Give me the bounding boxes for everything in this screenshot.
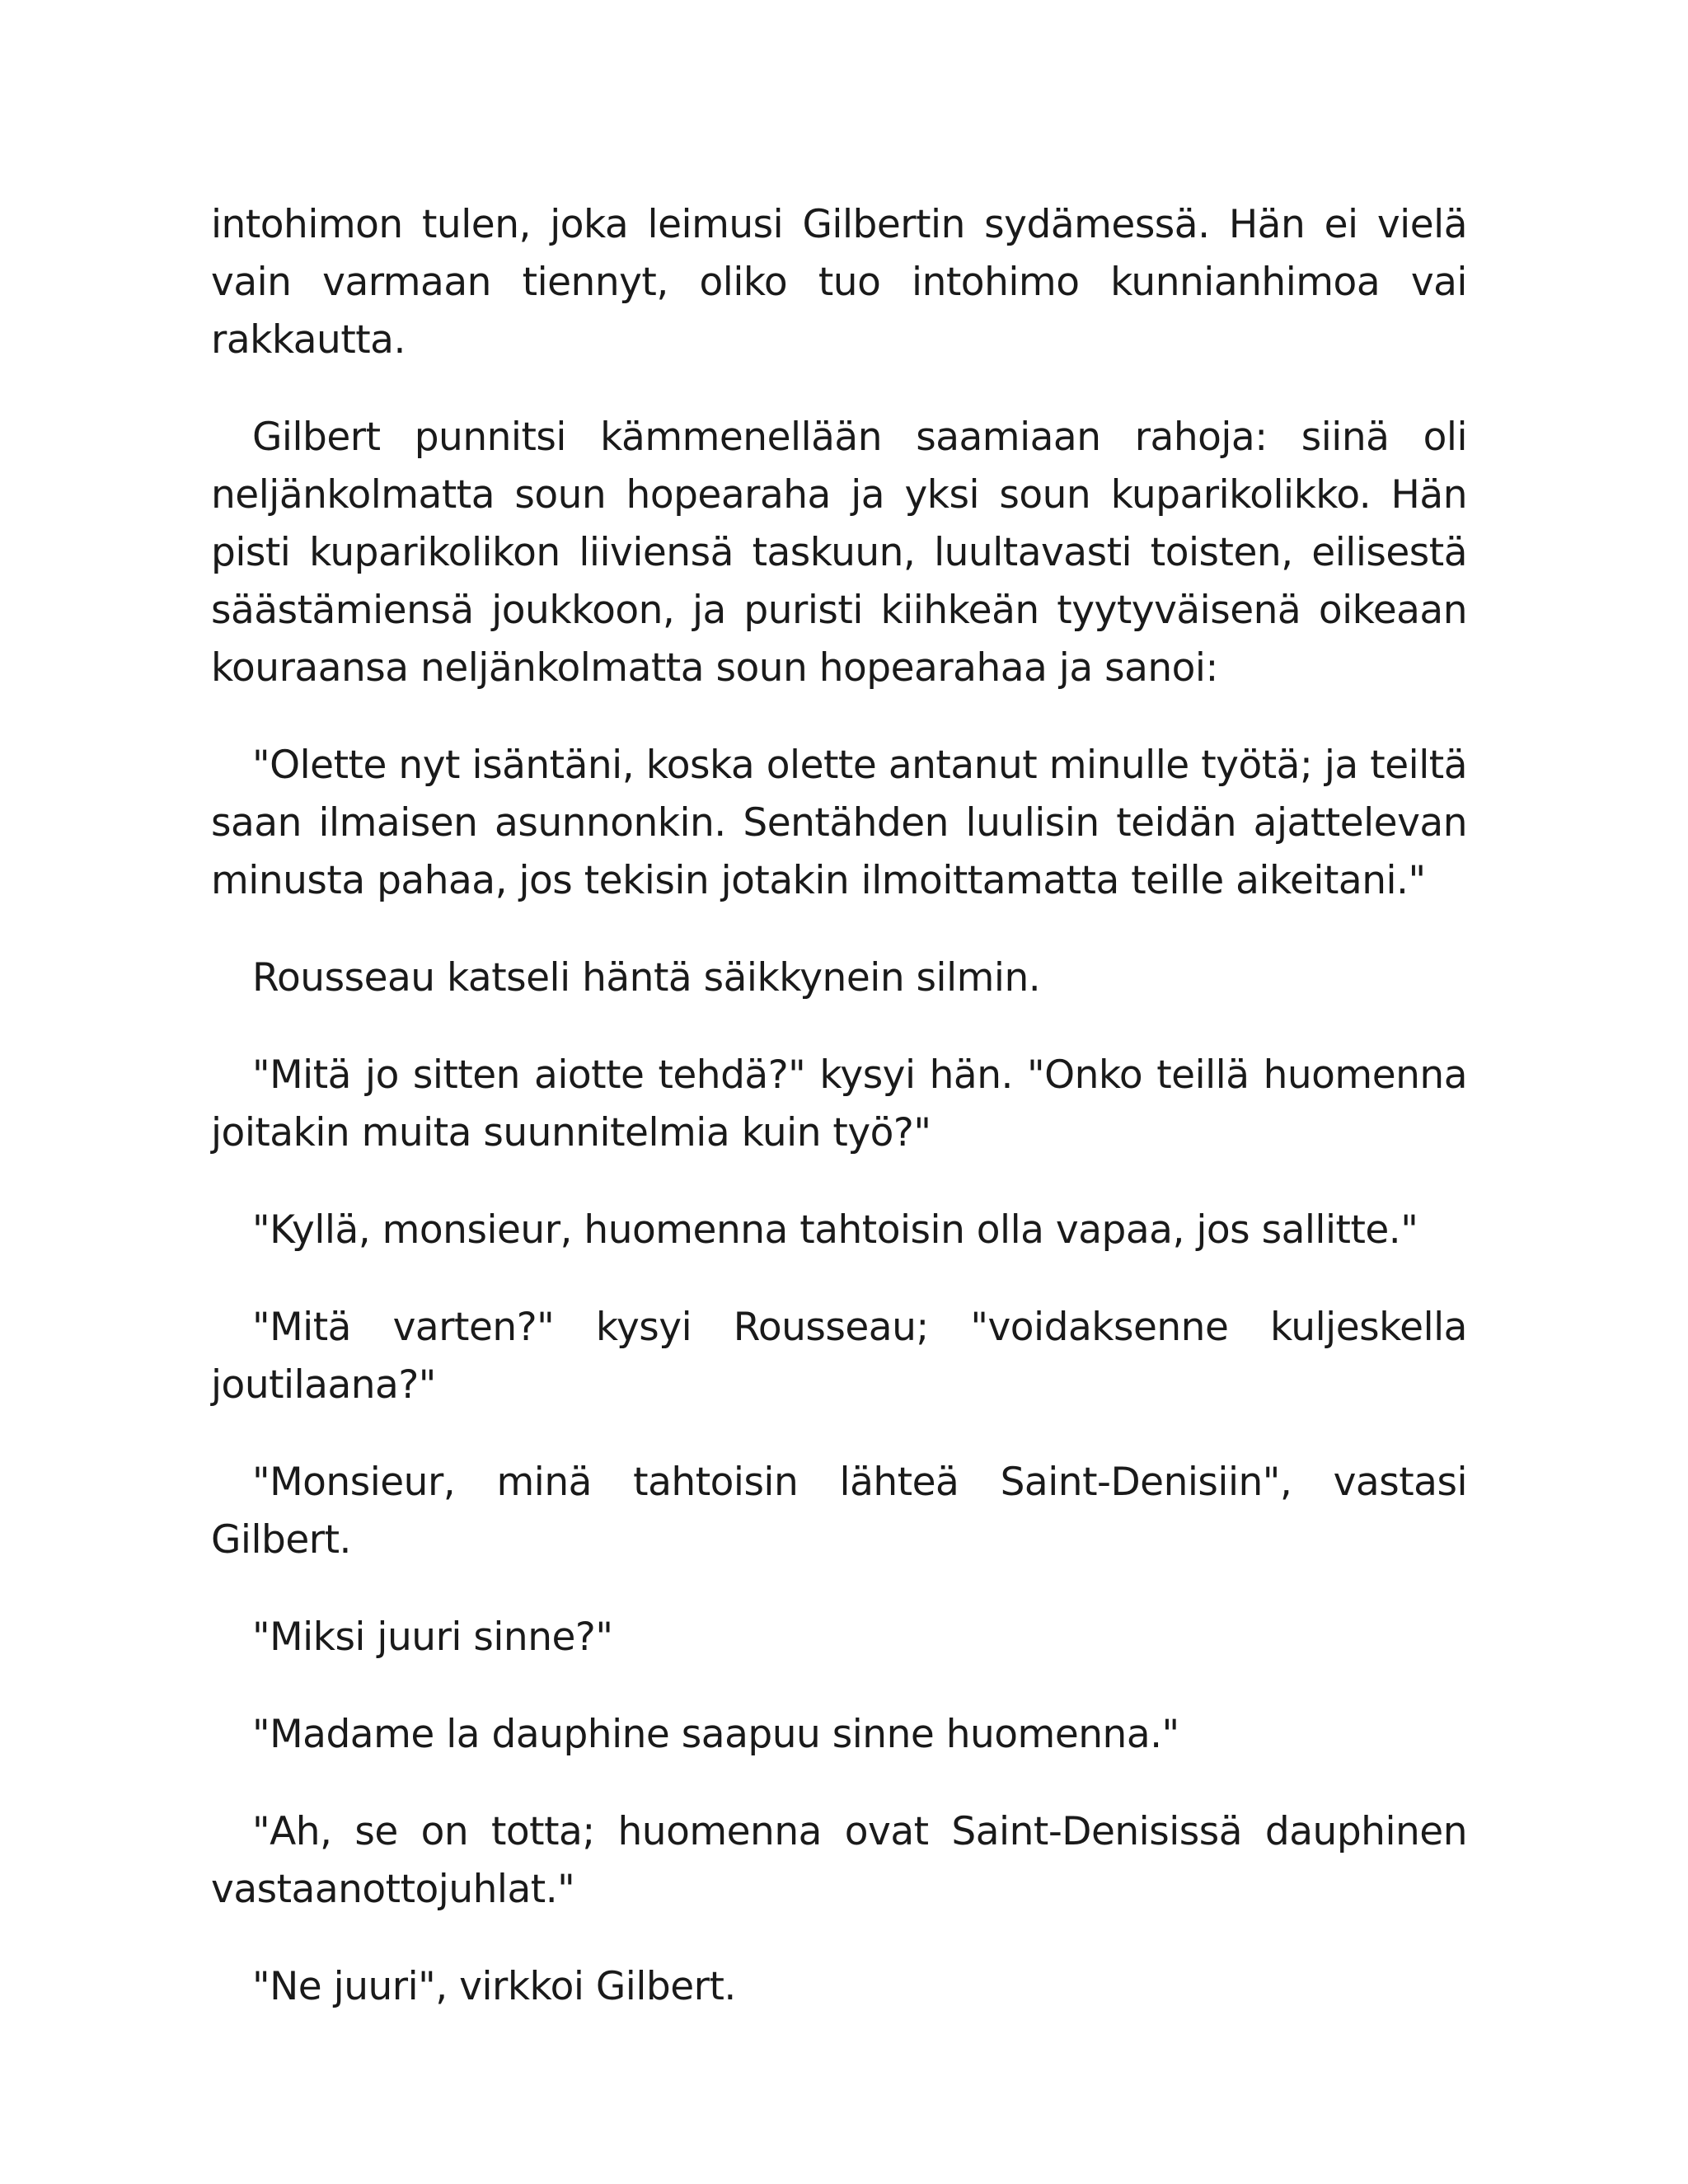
paragraph: "Kyllä, monsieur, huomenna tahtoisin olla vapaa, jos sallitte." xyxy=(252,1207,1418,1253)
paragraph: intohimon tulen, joka leimusi Gilbertin sydämessä. Hän ei vielä vain varmaan tiennyt, oliko tuo intohimo kunnianhimoa vai rakkautta. xyxy=(211,202,1467,363)
paragraph: Rousseau katseli häntä säikkynein silmin. xyxy=(252,955,1041,1001)
paragraph: "Monsieur, minä tahtoisin lähteä Saint-Denisiin", vastasi Gilbert. xyxy=(211,1460,1467,1563)
paragraph: "Ne juuri", virkkoi Gilbert. xyxy=(252,1964,736,2009)
paragraph: Gilbert punnitsi kämmenellään saamiaan rahoja: siinä oli neljänkolmatta soun hopearaha ja yksi soun kuparikolikko. Hän pisti kuparikolikon liiviensä taskuun, luultavasti toisten, eilisestä säästämiensä joukkoon, ja puristi kiihkeän tyytyväisenä oikeaan kouraansa neljänkolmatta soun hopearahaa ja sanoi: xyxy=(211,415,1467,691)
paragraph: "Ah, se on totta; huomenna ovat Saint-Denisissä dauphinen vastaanottojuhlat." xyxy=(211,1809,1467,1912)
paragraph: "Miksi juuri sinne?" xyxy=(252,1615,613,1660)
paragraph: "Olette nyt isäntäni, koska olette antanut minulle työtä; ja teiltä saan ilmaisen asunnonkin. Sentähden luulisin teidän ajattelevan minusta pahaa, jos tekisin jotakin ilmoittamatta teille aikeitani." xyxy=(211,743,1467,903)
body-text xyxy=(211,196,1467,2055)
paragraph: "Mitä jo sitten aiotte tehdä?" kysyi hän. "Onko teillä huomenna joitakin muita suunnitelmia kuin työ?" xyxy=(211,1052,1467,1155)
paragraph: "Mitä varten?" kysyi Rousseau; "voidaksenne kuljeskella joutilaana?" xyxy=(211,1305,1467,1408)
paragraph: "Madame la dauphine saapuu sinne huomenna." xyxy=(252,1712,1179,1757)
